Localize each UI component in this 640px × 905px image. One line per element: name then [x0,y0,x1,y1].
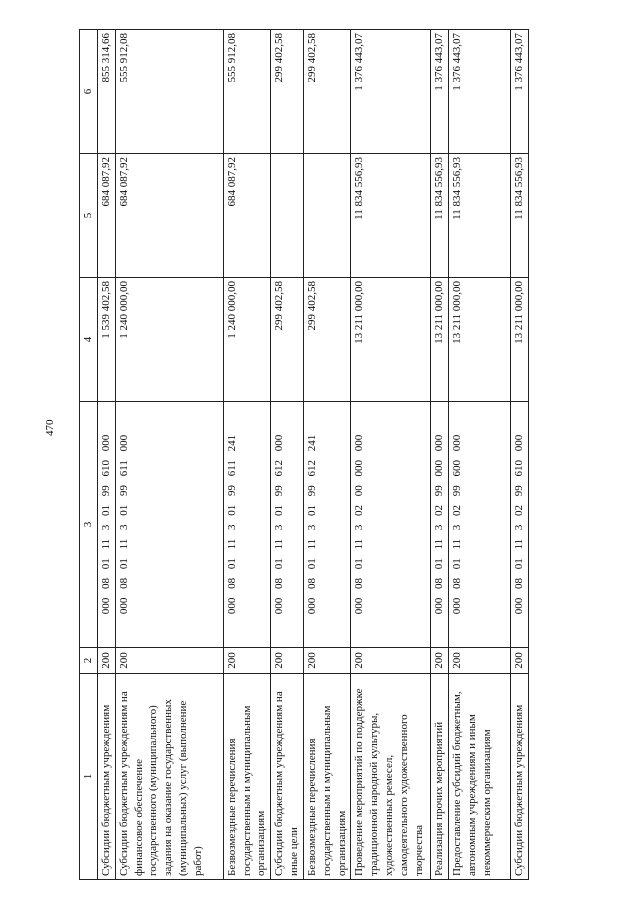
table-row [449,30,511,880]
column-header-2: 2 [80,648,98,674]
table-row [97,30,115,880]
row-value-4: 1 240 000,00 [115,278,223,402]
row-code: 000 08 01 11 3 01 99 610 000 [97,402,115,648]
column-header-3: 3 [80,402,98,648]
table-row [223,30,271,880]
row-name: Субсидии бюджетным учреждениям на иные цели [271,674,304,880]
row-name: Субсидии бюджетным учреждениям на финансовое обеспечение государственного (муниципального) задания на оказание государственных (муниципальных) услуг (выполнение работ) [115,674,223,880]
row-name: Безвозмездные перечисления государственным и муниципальным организациям [223,674,271,880]
row-code: 000 08 01 11 3 01 99 611 241 [223,402,271,648]
row-vr: 200 [303,648,351,674]
row-value-4: 13 211 000,00 [351,278,431,402]
row-value-4: 1 539 402,58 [97,278,115,402]
row-value-4: 299 402,58 [271,278,304,402]
row-value-6: 299 402,58 [303,30,351,154]
page-number: 470 [44,419,56,436]
row-name: Субсидии бюджетным учреждениям [97,674,115,880]
row-value-6: 1 376 443,07 [511,30,529,154]
row-value-5: 11 834 556,93 [431,154,449,278]
row-value-5 [271,154,304,278]
row-value-6: 1 376 443,07 [449,30,511,154]
row-code: 000 08 01 11 3 02 99 000 000 [431,402,449,648]
row-code: 000 08 01 11 3 01 99 611 000 [115,402,223,648]
row-name: Реализация прочих мероприятий [431,674,449,880]
row-value-5: 11 834 556,93 [351,154,431,278]
row-value-4: 13 211 000,00 [431,278,449,402]
column-header-1: 1 [80,674,98,880]
table-row [303,30,351,880]
row-value-4: 1 240 000,00 [223,278,271,402]
row-vr: 200 [97,648,115,674]
row-value-6: 1 376 443,07 [431,30,449,154]
row-vr: 200 [449,648,511,674]
row-name: Безвозмездные перечисления государственным и муниципальным организациям [303,674,351,880]
column-header-4: 4 [80,278,98,402]
column-header-6: 6 [80,30,98,154]
row-code: 000 08 01 11 3 02 99 610 000 [511,402,529,648]
row-name: Проведение мероприятий по поддержке традиционной народной культуры, художественных ремесел, самодеятельного художественного творчества [351,674,431,880]
row-vr: 200 [223,648,271,674]
column-header-5: 5 [80,154,98,278]
row-vr: 200 [271,648,304,674]
row-value-4: 299 402,58 [303,278,351,402]
row-value-6: 555 912,08 [115,30,223,154]
row-value-5: 11 834 556,93 [511,154,529,278]
row-name: Субсидии бюджетным учреждениям [511,674,529,880]
row-vr: 200 [351,648,431,674]
row-value-5 [303,154,351,278]
budget-table-container [79,30,526,880]
table-row [115,30,223,880]
row-value-6: 1 376 443,07 [351,30,431,154]
row-vr: 200 [115,648,223,674]
row-value-4: 13 211 000,00 [449,278,511,402]
row-value-6: 299 402,58 [271,30,304,154]
row-vr: 200 [511,648,529,674]
table-row [271,30,304,880]
row-code: 000 08 01 11 3 02 00 000 000 [351,402,431,648]
row-code: 000 08 01 11 3 02 99 600 000 [449,402,511,648]
table-row [511,30,529,880]
row-value-5: 684 087,92 [97,154,115,278]
table-row [351,30,431,880]
row-value-5: 11 834 556,93 [449,154,511,278]
table-row [431,30,449,880]
row-value-5: 684 087,92 [223,154,271,278]
row-value-6: 855 314,66 [97,30,115,154]
row-value-5: 684 087,92 [115,154,223,278]
row-value-6: 555 912,08 [223,30,271,154]
budget-table [79,29,529,880]
row-vr: 200 [431,648,449,674]
row-name: Предоставление субсидий бюджетным, автономным учреждениям и иным некоммерческим организациям [449,674,511,880]
row-value-4: 13 211 000,00 [511,278,529,402]
table-header-row [80,30,98,880]
row-code: 000 08 01 11 3 01 99 612 241 [303,402,351,648]
row-code: 000 08 01 11 3 01 99 612 000 [271,402,304,648]
